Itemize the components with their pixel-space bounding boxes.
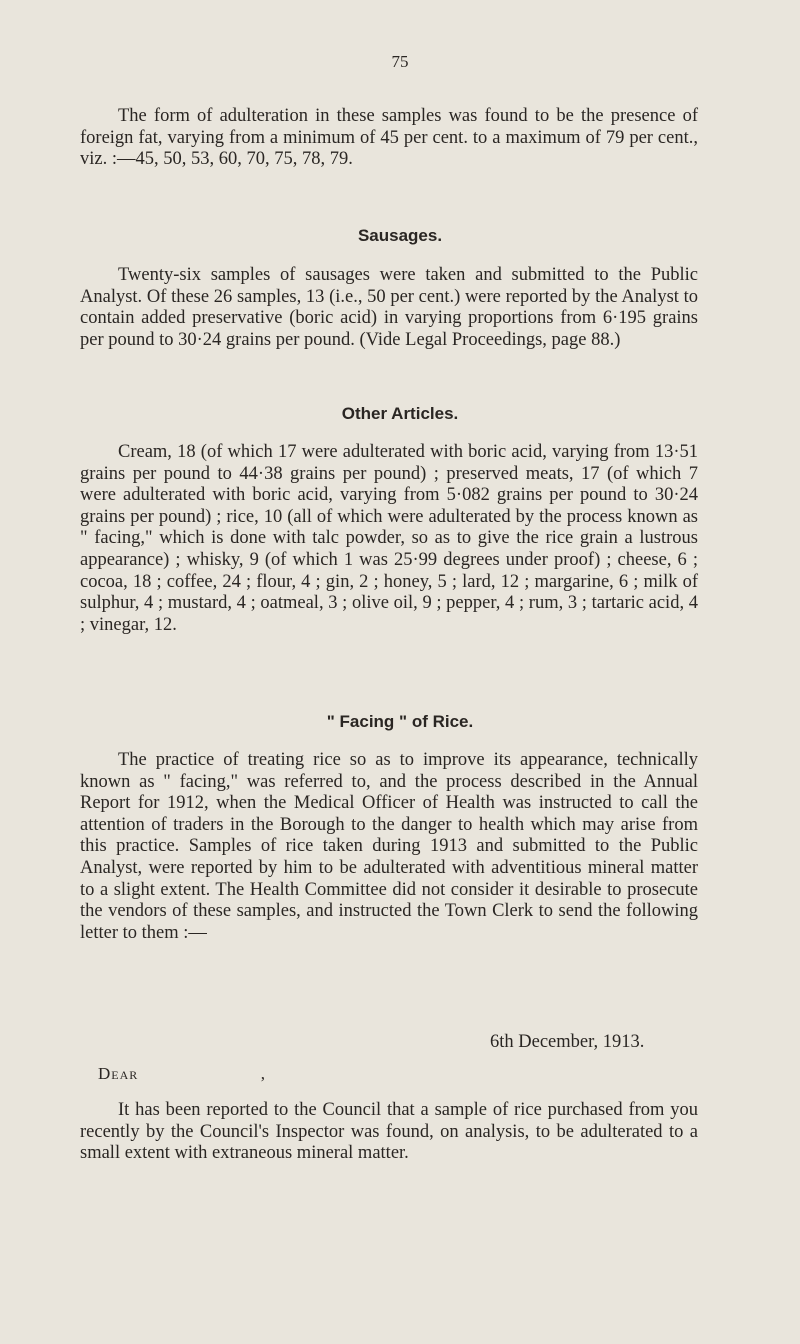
adulteration-intro-paragraph: The form of adulteration in these samples was found to be the presence of foreign fat, varying from a minimum of 45 per cent. to a maximum of 79 per cent., viz. :—45, 50, 53, 60, 70, 75, 78, 79. [80, 106, 698, 170]
salutation-word: Dear [98, 1064, 139, 1083]
letter-salutation [98, 1064, 266, 1084]
facing-of-rice-heading: " Facing " of Rice. [326, 712, 474, 731]
sausages-heading: Sausages. [357, 226, 443, 245]
facing-of-rice-paragraph: The practice of treating rice so as to improve its appearance, technically known as " facing," was referred to, and the process described in the Annual Report for 1912, when the Medical Officer of Health was instructed to call the attention of traders in the Borough to the danger to health which may arise from this practice. Samples of rice taken during 1913 and submitted to the Public Analyst, were reported by him to be adulterated with adventitious mineral matter to a slight extent. The Health Committee did not consider it desirable to prosecute the vendors of these samples, and instructed the Town Clerk to send the following letter to them :— [80, 750, 698, 943]
other-articles-heading: Other Articles. [341, 404, 459, 423]
salutation-comma: , [260, 1064, 267, 1083]
page-number: 75 [391, 52, 409, 71]
other-articles-paragraph: Cream, 18 (of which 17 were adulterated with boric acid, varying from 13·51 grains per pound to 44·38 grains per pound) ; preserved meats, 17 (of which 7 were adulterated with boric acid, varying from 5·082 grains per pound to 30·24 grains per pound) ; rice, 10 (all of which were adulterated by the process known as " facing," which is done with talc powder, so as to give the rice grain a lustrous appearance) ; whisky, 9 (of which 1 was 25·99 degrees under proof) ; cheese, 6 ; cocoa, 18 ; coffee, 24 ; flour, 4 ; gin, 2 ; honey, 5 ; lard, 12 ; margarine, 6 ; milk of sulphur, 4 ; mustard, 4 ; oatmeal, 3 ; olive oil, 9 ; pepper, 4 ; rum, 3 ; tartaric acid, 4 ; vinegar, 12. [80, 442, 698, 635]
letter-body-paragraph: It has been reported to the Council that a sample of rice purchased from you recently by the Council's Inspector was found, on analysis, to be adulterated to a small extent with extraneous mineral matter. [80, 1100, 698, 1164]
sausages-paragraph: Twenty-six samples of sausages were taken and submitted to the Public Analyst. Of these 26 samples, 13 (i.e., 50 per cent.) were reported by the Analyst to contain added preservative (boric acid) in varying proportions from 6·195 grains per pound to 30·24 grains per pound. (Vide Legal Proceedings, page 88.) [80, 265, 698, 350]
letter-date: 6th December, 1913. [490, 1032, 645, 1052]
